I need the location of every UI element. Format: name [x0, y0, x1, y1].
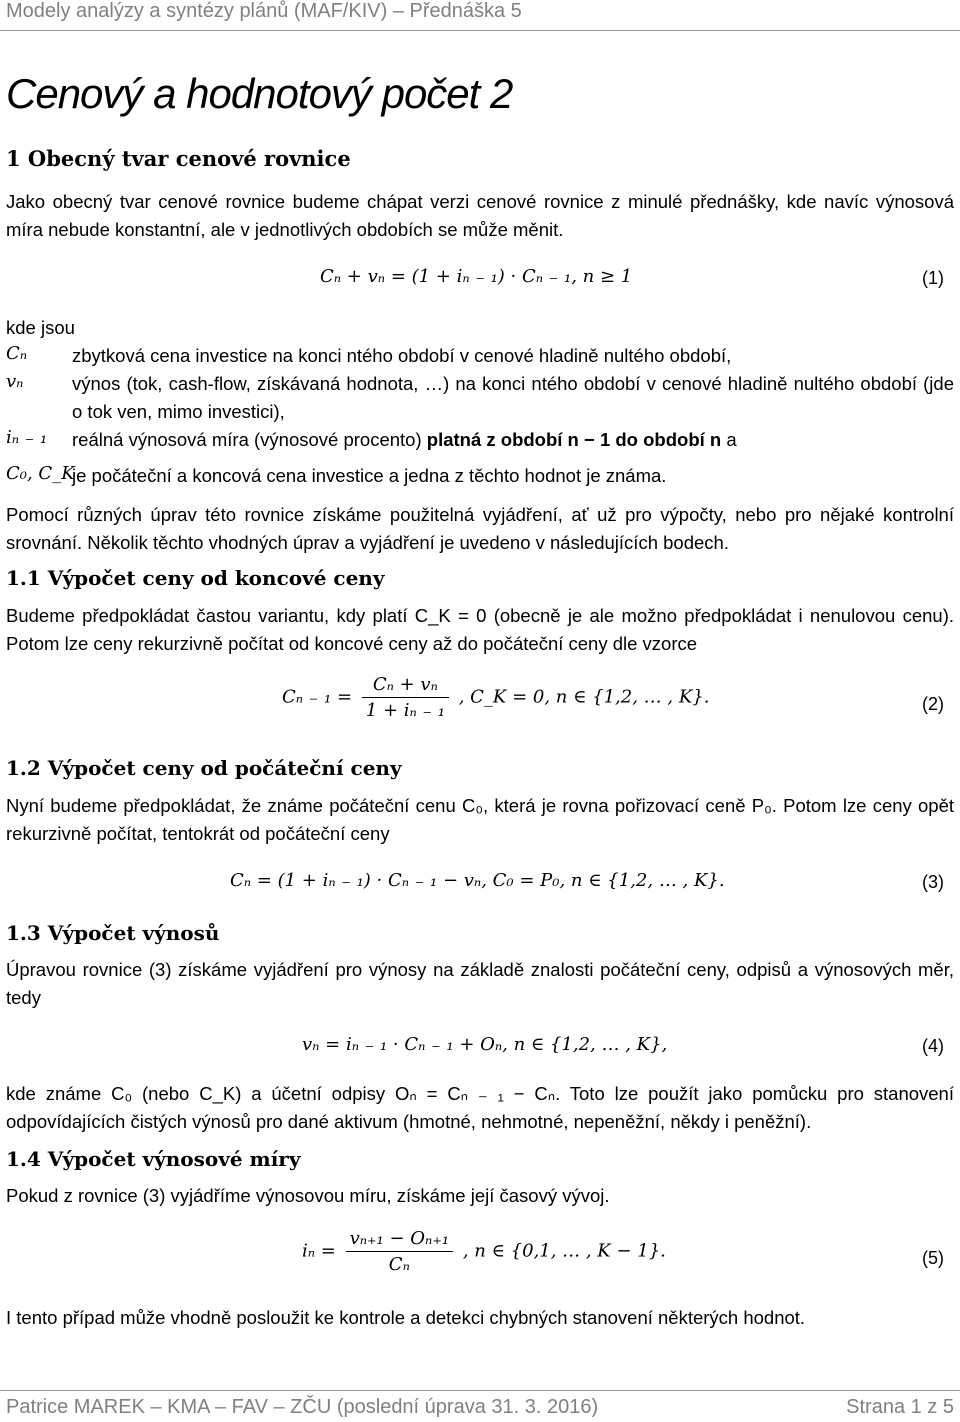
def-symbol-vn: vₙ — [6, 371, 24, 392]
equation-4-number: (4) — [922, 1036, 944, 1056]
section-1-3-text: Úpravou rovnice (3) získáme vyjádření pro výnosy na základě znalosti počáteční ceny, odpisů a výnosových měr, tedy — [6, 959, 954, 1008]
section-1-4-text: Pokud z rovnice (3) vyjádříme výnosovou míru, získáme její časový vývoj. — [6, 1185, 610, 1206]
equation-5-number: (5) — [922, 1248, 944, 1268]
def-symbol-c0ck: C₀, C_K — [6, 463, 75, 484]
def-text-cn: zbytková cena investice na konci ntého období v cenové hladině nultého období, — [72, 345, 732, 366]
equation-2-denominator: 1 + iₙ ₋ ₁ — [365, 700, 445, 721]
def-text-in1-c: a — [721, 429, 737, 450]
section-1-1-heading: 1.1 Výpočet ceny od koncové ceny — [6, 566, 385, 590]
def-text-c0ck: je počáteční a koncová cena investice a jedna z těchto hodnot je známa. — [72, 465, 667, 486]
equation-3: Cₙ = (1 + iₙ ₋ ₁) · Cₙ ₋ ₁ − vₙ, C₀ = P₀, n ∈ {1,2, … , K}. — [230, 870, 725, 891]
equation-5 — [302, 1228, 666, 1275]
section-1-paragraph-2: Pomocí různých úprav této rovnice získáme použitelná vyjádření, ať už pro výpočty, nebo pro nějaké kontrolní srovnání. Několik těchto vhodných úprav a vyjádření je uvedeno v následujících bodech. — [6, 504, 954, 553]
equation-2-numerator: Cₙ + vₙ — [362, 674, 449, 698]
section-1-2-text: Nyní budeme předpokládat, že známe počáteční cenu C₀, která je rovna pořizovací ceně P₀. Potom lze ceny opět rekurzivně počítat, tentokrát od počáteční ceny — [6, 795, 954, 844]
footer-divider — [0, 1390, 960, 1391]
section-1-4-after: I tento případ může vhodně posloužit ke kontrole a detekci chybných stanovení některých hodnot. — [6, 1307, 806, 1328]
equation-1: Cₙ + vₙ = (1 + iₙ ₋ ₁) · Cₙ ₋ ₁, n ≥ 1 — [320, 266, 633, 287]
footer-author: Patrice MAREK – KMA – FAV – ZČU (poslední úprava 31. 3. 2016) — [6, 1396, 599, 1418]
section-1-3-after: kde známe C₀ (nebo C_K) a účetní odpisy Oₙ = Cₙ ₋ ₁ − Cₙ. Toto lze použít jako pomůcku pro stanovení odpovídajících čistých výnosů pro dané aktivum (hmotné, nehmotné, nepeněžní, někdy i peněžní). — [6, 1083, 954, 1132]
def-text-vn: výnos (tok, cash-flow, získávaná hodnota, …) na konci ntého období v cenové hladině nultého období (jde o tok ven, mimo investici), — [72, 373, 954, 422]
equation-5-lhs: iₙ = — [302, 1240, 336, 1262]
equation-2-lhs: Cₙ ₋ ₁ = — [282, 686, 353, 708]
section-1-2-heading: 1.2 Výpočet ceny od počáteční ceny — [6, 756, 402, 780]
def-symbol-in1: iₙ ₋ ₁ — [6, 427, 48, 448]
equation-4: vₙ = iₙ ₋ ₁ · Cₙ ₋ ₁ + Oₙ, n ∈ {1,2, … , K}, — [302, 1034, 668, 1055]
equation-2-fraction — [362, 674, 449, 721]
page-header: Modely analýzy a syntézy plánů (MAF/KIV) – Přednáška 5 — [6, 0, 522, 22]
header-divider — [0, 30, 960, 31]
equation-2-rhs: , C_K = 0, n ∈ {1,2, … , K}. — [458, 686, 710, 708]
def-text-in1 — [72, 426, 954, 454]
equation-5-rhs: , n ∈ {0,1, … , K − 1}. — [462, 1240, 666, 1262]
def-text-in1-bold: platná z období n − 1 do období n — [426, 429, 722, 450]
section-1-heading: 1 Obecný tvar cenové rovnice — [6, 146, 351, 171]
equation-1-number: (1) — [922, 268, 944, 288]
section-1-3-heading: 1.3 Výpočet výnosů — [6, 921, 220, 945]
footer-page-number: Strana 1 z 5 — [846, 1396, 954, 1418]
equation-5-numerator: vₙ₊₁ − Oₙ₊₁ — [346, 1228, 453, 1252]
kde-jsou-label: kde jsou — [6, 317, 75, 338]
equation-3-number: (3) — [922, 872, 944, 892]
equation-5-denominator: Cₙ — [388, 1254, 410, 1275]
def-symbol-cn: Cₙ — [6, 343, 28, 364]
def-text-in1-a: reálná výnosová míra (výnosové procento) — [72, 429, 427, 450]
section-1-1-text: Budeme předpokládat častou variantu, kdy platí C_K = 0 (obecně je ale možno předpokládat i nenulovou cenu). Potom lze ceny rekurzivně počítat od koncové ceny až do počáteční ceny dle vzorce — [6, 605, 954, 654]
equation-5-fraction — [346, 1228, 453, 1275]
equation-2 — [282, 674, 709, 721]
section-1-intro: Jako obecný tvar cenové rovnice budeme chápat verzi cenové rovnice z minulé přednášky, kde navíc výnosová míra nebude konstantní, ale v jednotlivých obdobích se může měnit. — [6, 191, 954, 240]
equation-2-number: (2) — [922, 694, 944, 714]
section-1-4-heading: 1.4 Výpočet výnosové míry — [6, 1147, 301, 1171]
page-title: Cenový a hodnotový počet 2 — [6, 70, 513, 117]
